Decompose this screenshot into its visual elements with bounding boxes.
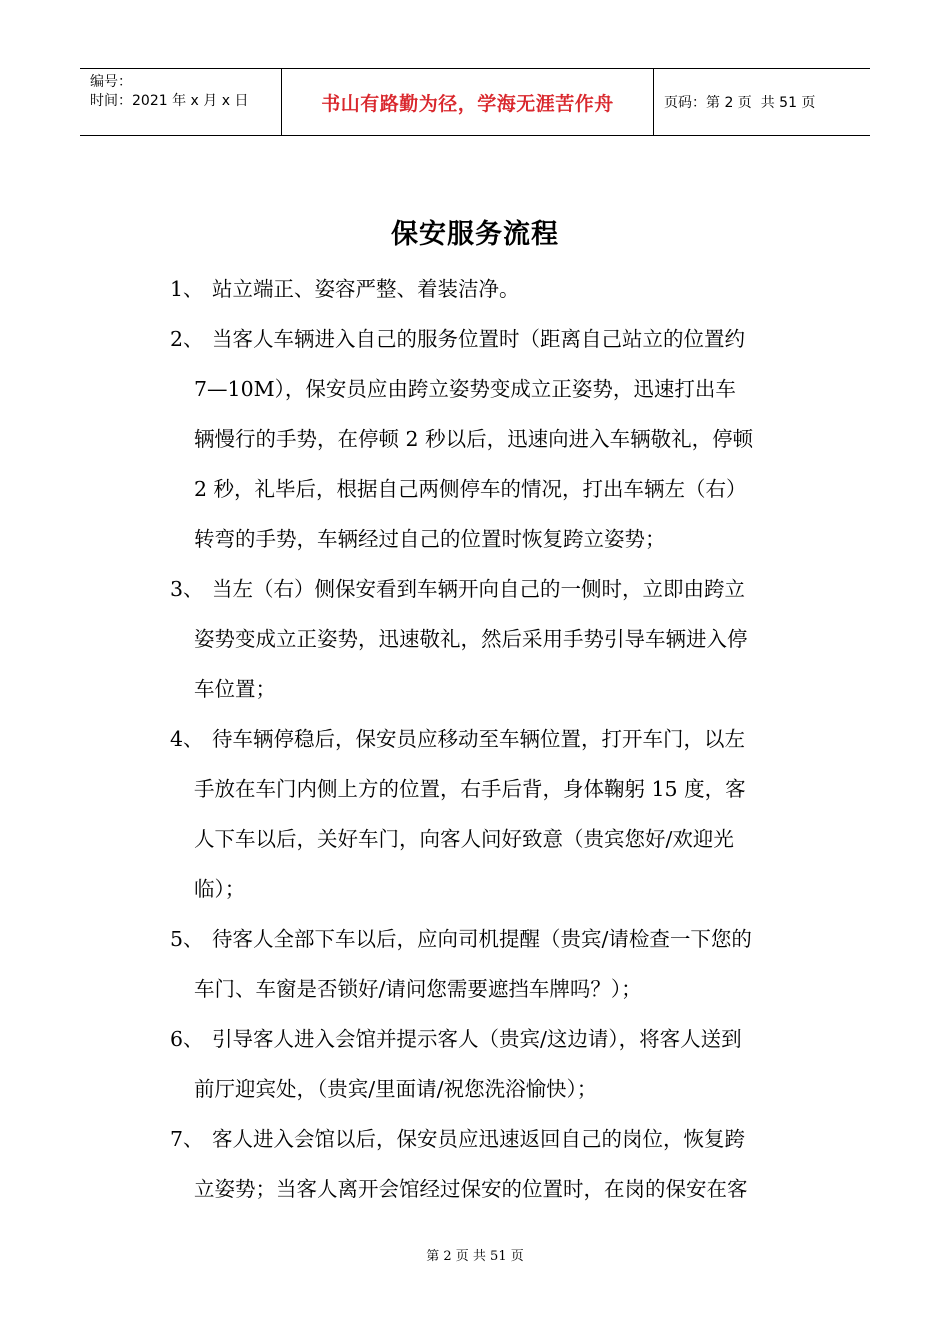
- item-line: 当左（右）侧保安看到车辆开向自己的一侧时，立即由跨立: [212, 577, 745, 601]
- item-line: 当客人车辆进入自己的服务位置时（距离自己站立的位置约: [212, 327, 745, 351]
- item-line: 姿势变成立正姿势，迅速敬礼，然后采用手势引导车辆进入停: [194, 627, 748, 651]
- item-text: [194, 1014, 810, 1114]
- item-number: 2、: [170, 327, 204, 351]
- item-line: 2 秒，礼毕后，根据自己两侧停车的情况，打出车辆左（右）: [194, 477, 747, 501]
- document-title: 保安服务流程: [391, 219, 559, 250]
- item-line: 人下车以后，关好车门，向客人问好致意（贵宾您好/欢迎光: [194, 827, 734, 851]
- code-label: 编号：: [90, 74, 132, 90]
- item-text: [194, 714, 810, 914]
- list-item: [170, 564, 810, 714]
- item-line: 车门、车窗是否锁好/请问您需要遮挡车牌吗？）；: [194, 977, 642, 1001]
- list-item: [170, 1114, 810, 1214]
- item-line: 站立端正、姿容严整、着装洁净。: [212, 277, 520, 301]
- item-number: 6、: [170, 1027, 204, 1051]
- item-text: [194, 564, 810, 714]
- item-line: 辆慢行的手势，在停顿 2 秒以后，迅速向进入车辆敬礼，停顿: [194, 427, 754, 451]
- item-line: 客人进入会馆以后，保安员应迅速返回自己的岗位，恢复跨: [212, 1127, 745, 1151]
- header-meta: [80, 69, 282, 135]
- item-number: 3、: [170, 577, 204, 601]
- page-header: [80, 68, 870, 136]
- header-page-info: [654, 69, 870, 135]
- item-text: [194, 314, 810, 564]
- item-line: 引导客人进入会馆并提示客人（贵宾/这边请），将客人送到: [212, 1027, 742, 1051]
- item-number: 5、: [170, 927, 204, 951]
- item-line: 转弯的手势，车辆经过自己的位置时恢复跨立姿势；: [194, 527, 666, 551]
- item-line: 7—10M），保安员应由跨立姿势变成立正姿势，迅速打出车: [194, 377, 736, 401]
- item-line: 手放在车门内侧上方的位置，右手后背，身体鞠躬 15 度，客: [194, 777, 746, 801]
- item-number: 4、: [170, 727, 204, 751]
- item-text: [202, 264, 810, 314]
- item-text: [194, 1114, 810, 1214]
- item-line: 临）；: [194, 877, 246, 901]
- item-number: 1、: [170, 277, 204, 301]
- list-item: [170, 914, 810, 1014]
- item-line: 车位置；: [194, 677, 276, 701]
- item-number: 7、: [170, 1127, 204, 1151]
- time-label: 时间：2021 年 x 月 x 日: [90, 93, 249, 109]
- page-footer: 第 2 页 共 51 页: [426, 1249, 524, 1264]
- list-item: [170, 1014, 810, 1114]
- header-motto: 书山有路勤为径，学海无涯苦作舟: [282, 69, 654, 135]
- item-text: [194, 914, 810, 1014]
- item-line: 待客人全部下车以后，应向司机提醒（贵宾/请检查一下您的: [212, 927, 752, 951]
- list-item: [170, 264, 810, 314]
- item-line: 待车辆停稳后，保安员应移动至车辆位置，打开车门，以左: [212, 727, 745, 751]
- item-line: 立姿势；当客人离开会馆经过保安的位置时，在岗的保安在客: [194, 1177, 748, 1201]
- procedure-list: [170, 264, 810, 1214]
- item-line: 前厅迎宾处，（贵宾/里面请/祝您洗浴愉快）；: [194, 1077, 598, 1101]
- list-item: [170, 314, 810, 564]
- page-info-text: 页码：第 2 页 共 51 页: [664, 95, 816, 111]
- list-item: [170, 714, 810, 914]
